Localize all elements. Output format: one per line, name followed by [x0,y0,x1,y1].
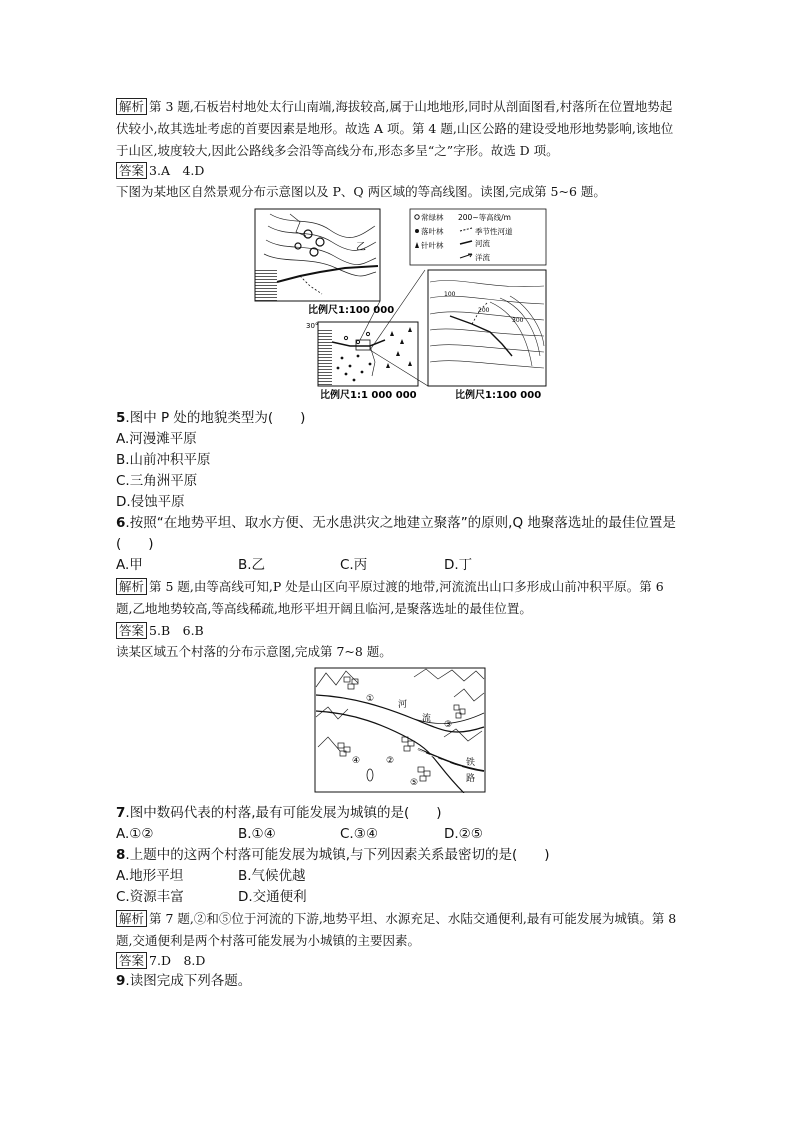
q6-option-c: C.丙 [340,557,368,573]
answer-tag: 答案 [116,162,147,179]
explanation-text: 第 3 题,石板岩村地处太行山南端,海拔较高,属于山地地形,同时从剖面图看,村落所在位置地势起伏较小,故其选址考虑的首要因素是地形。故选 A 项。第 4 题,山区公路的建设受地形地势影响,该地位于山区,坡度较大,因此公路线多会沿等高线分布,形态多呈“之”字形。故选 D 项。 [116,99,674,158]
question-number: 6 [116,515,126,531]
rail-label-1: 铁 [466,758,476,768]
figure-landscape-svg [250,206,550,402]
q5-option-c: C.三角洲平原 [116,473,198,489]
q8-option-a: A.地形平坦 [116,868,184,884]
question-7 [116,803,686,824]
scale-top: 比例尺1:100 000 [308,305,395,316]
q8-option-b: B.气候优越 [238,868,306,884]
river-label-2: 流 [422,714,432,724]
village-4: ④ [352,756,361,766]
explanation-3-4 [116,96,682,162]
answer-text: 5.B 6.B [149,623,204,638]
figure-landscape-contour [250,206,550,402]
q7-option-a: A.①② [116,826,154,842]
question-number: 9 [116,973,126,989]
village-5: ⑤ [410,778,419,788]
explanation-7-8 [116,908,682,952]
intro-7-8: 读某区域五个村落的分布示意图,完成第 7~8 题。 [116,644,392,659]
question-stem: .图中数码代表的村落,最有可能发展为城镇的是( ) [125,805,442,821]
legend-current: 洋流 [475,253,490,262]
q6-option-d: D.丁 [444,557,473,573]
explanation-5-6 [116,576,682,620]
q5-option-a: A.河漫滩平原 [116,431,197,447]
question-stem: .上题中的这两个村落可能发展为城镇,与下列因素关系最密切的是( ) [125,847,550,863]
legend-contour: 200~等高线/m [458,213,511,222]
label-yi: 乙 [356,242,366,253]
village-3: ③ [444,720,453,730]
legend-evergreen: 常绿林 [421,213,444,222]
figure-villages [314,667,486,793]
question-stem: .按照“在地势平坦、取水方便、无水患洪灾之地建立聚落”的原则,Q 地聚落选址的最佳位置是 [125,515,676,531]
question-number: 7 [116,805,126,821]
river-label-1: 河 [398,700,408,710]
q5-option-b: B.山前冲积平原 [116,452,211,468]
q8-option-c: C.资源丰富 [116,889,184,905]
q7-option-c: C.③④ [340,826,378,842]
figure-villages-svg [314,667,486,793]
answer-text: 3.A 4.D [149,163,205,178]
q7-option-d: D.②⑤ [444,826,483,842]
question-6-bracket: ( ) [116,536,154,552]
answer-tag: 答案 [116,952,147,969]
answer-7-8 [116,950,682,972]
q6-option-b: B.乙 [238,557,266,573]
q6-option-a: A.甲 [116,557,143,573]
question-stem: .图中 P 处的地貌类型为( ) [125,410,306,426]
lat-label: 30° [306,322,319,330]
explanation-tag: 解析 [116,98,147,115]
q5-option-d: D.侵蚀平原 [116,494,185,510]
intro-5-6: 下图为某地区自然景观分布示意图以及 P、Q 两区域的等高线图。读图,完成第 5~6 题。 [116,184,606,199]
village-2: ② [386,756,395,766]
legend-conifer: 针叶林 [421,241,444,250]
legend-river: 河流 [475,239,490,248]
explanation-tag: 解析 [116,578,147,595]
question-8 [116,845,686,866]
question-stem: .读图完成下列各题。 [125,973,252,989]
question-9 [116,971,686,992]
scale-bottom-right: 比例尺1:100 000 [455,390,542,401]
explanation-text: 第 5 题,由等高线可知,P 处是山区向平原过渡的地带,河流流出山口多形成山前冲积平原。第 6 题,乙地地势较高,等高线稀疏,地形平坦开阔且临河,是聚落选址的最佳位置。 [116,579,664,616]
village-1: ① [366,694,375,704]
question-6 [116,513,686,534]
answer-3-4 [116,160,682,182]
contour-100: 100 [444,291,456,298]
legend-deciduous: 落叶林 [421,227,444,236]
q7-option-b: B.①④ [238,826,276,842]
q8-option-d: D.交通便利 [238,889,307,905]
question-number: 8 [116,847,126,863]
question-number: 5 [116,410,126,426]
question-5 [116,408,686,429]
contour-200: 200 [478,307,490,314]
answer-5-6 [116,620,682,642]
explanation-text: 第 7 题,②和⑤位于河流的下游,地势平坦、水源充足、水陆交通便利,最有可能发展为城镇。第 8 题,交通便利是两个村落可能发展为小城镇的主要因素。 [116,911,677,948]
legend-seasonal-river: 季节性河道 [475,227,513,236]
rail-label-2: 路 [466,774,476,784]
answer-tag: 答案 [116,622,147,639]
answer-text: 7.D 8.D [149,953,206,968]
explanation-tag: 解析 [116,910,147,927]
scale-bottom-left: 比例尺1:1 000 000 [320,390,417,401]
contour-300: 300 [512,317,524,324]
